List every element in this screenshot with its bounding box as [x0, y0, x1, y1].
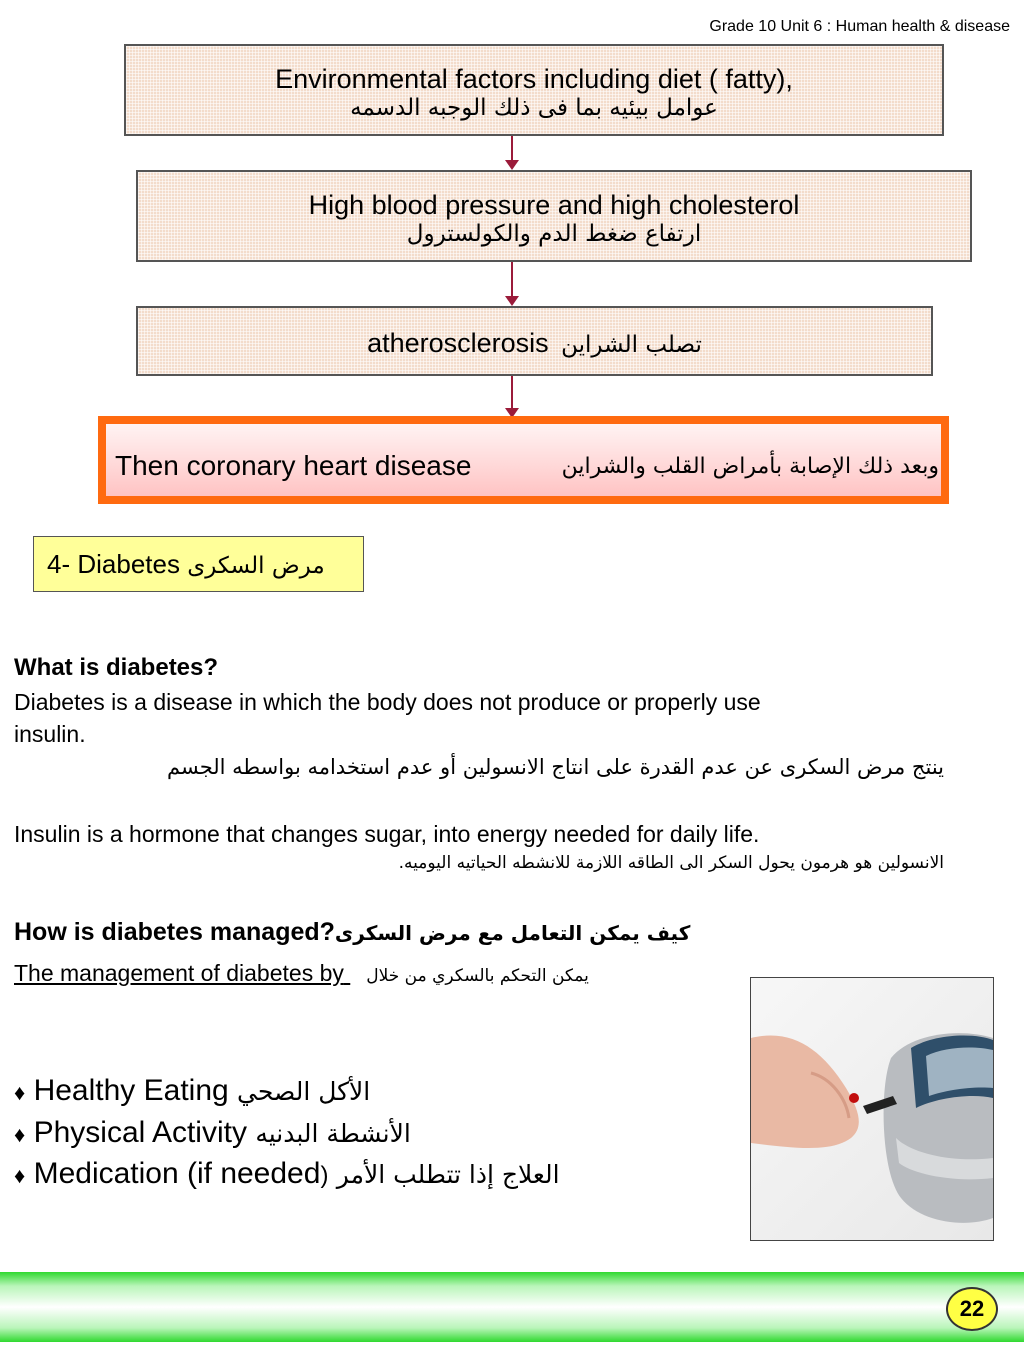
page-header: Grade 10 Unit 6 : Human health & disease — [709, 18, 1010, 35]
blood-drop-icon — [849, 1093, 859, 1103]
insulin-definition-ar: الانسولين هو هرمون يحول السكر الى الطاقه اللازمة للانشطه الحياتيه اليوميه. — [398, 853, 944, 873]
flow-box-1-en: Environmental factors including diet ( fatty), — [275, 64, 793, 94]
flow-arrow-1 — [511, 136, 513, 168]
bullet-symbol: ♦ — [14, 1163, 26, 1188]
bullet-ar: الأنشطة البدنيه — [255, 1119, 411, 1148]
section-title-en: 4- Diabetes — [47, 549, 180, 579]
bullet-physical-activity — [14, 1116, 411, 1150]
how-managed-heading-en: How is diabetes managed? — [14, 918, 335, 946]
flow-box-blood-pressure — [136, 170, 972, 262]
section-title-diabetes — [33, 536, 364, 592]
flow-box-1-ar: عوامل بيئيه بما فى ذلك الوجبه الدسمه — [350, 95, 718, 121]
flow-box-environmental-factors — [124, 44, 944, 136]
flow-box-coronary-heart-disease — [98, 416, 949, 504]
glucose-meter-illustration — [751, 978, 993, 1240]
flow-box-2-ar: ارتفاع ضغط الدم والكولسترول — [406, 221, 702, 247]
management-intro-en: The management of diabetes by — [14, 960, 344, 986]
bullet-ar: الأكل الصحي — [237, 1077, 371, 1106]
flow-box-3-ar: تصلب الشراين — [561, 332, 702, 358]
bullet-paren: ) — [320, 1162, 329, 1189]
management-intro — [14, 960, 589, 987]
bullet-en: Healthy Eating — [33, 1074, 229, 1107]
bullet-symbol: ♦ — [14, 1122, 26, 1147]
management-intro-ar: يمكن التحكم بالسكري من خلال — [366, 966, 589, 986]
flow-box-atherosclerosis — [136, 306, 933, 376]
footer-bar — [0, 1272, 1024, 1342]
glucose-meter-photo — [750, 977, 994, 1241]
insulin-definition: Insulin is a hormone that changes sugar, into energy needed for daily life. — [14, 821, 760, 847]
flow-box-4-en: Then coronary heart disease — [115, 450, 472, 481]
flow-box-4-ar: وبعد ذلك الإصابة بأمراض القلب والشراين — [561, 454, 939, 479]
flow-arrow-2 — [511, 262, 513, 304]
page-number: 22 — [946, 1287, 998, 1331]
finger-shape — [751, 1035, 859, 1148]
what-is-diabetes-heading: What is diabetes? — [14, 654, 219, 681]
bullet-en: Medication (if needed — [33, 1157, 321, 1190]
flow-arrow-3 — [511, 376, 513, 416]
bullet-healthy-eating — [14, 1074, 370, 1108]
bullet-medication — [14, 1157, 560, 1191]
section-title-ar: مرض السكرى — [187, 553, 325, 579]
flow-box-3-en: atherosclerosis — [367, 328, 549, 358]
how-managed-heading-ar: كيف يمكن التعامل مع مرض السكرى — [334, 921, 691, 945]
what-is-diabetes-ar: ينتج مرض السكرى عن عدم القدرة على انتاج الانسولين أو عدم استخدامه بواسطه الجسم — [167, 755, 944, 779]
bullet-symbol: ♦ — [14, 1080, 26, 1105]
flow-box-2-en: High blood pressure and high cholesterol — [308, 190, 800, 220]
bullet-ar: العلاج إذا تتطلب الأمر — [336, 1160, 560, 1189]
what-is-diabetes-line2: insulin. — [14, 721, 86, 747]
bullet-en: Physical Activity — [33, 1116, 247, 1149]
how-managed-heading — [14, 918, 690, 947]
what-is-diabetes-line1: Diabetes is a disease in which the body does not produce or properly use — [14, 689, 761, 715]
